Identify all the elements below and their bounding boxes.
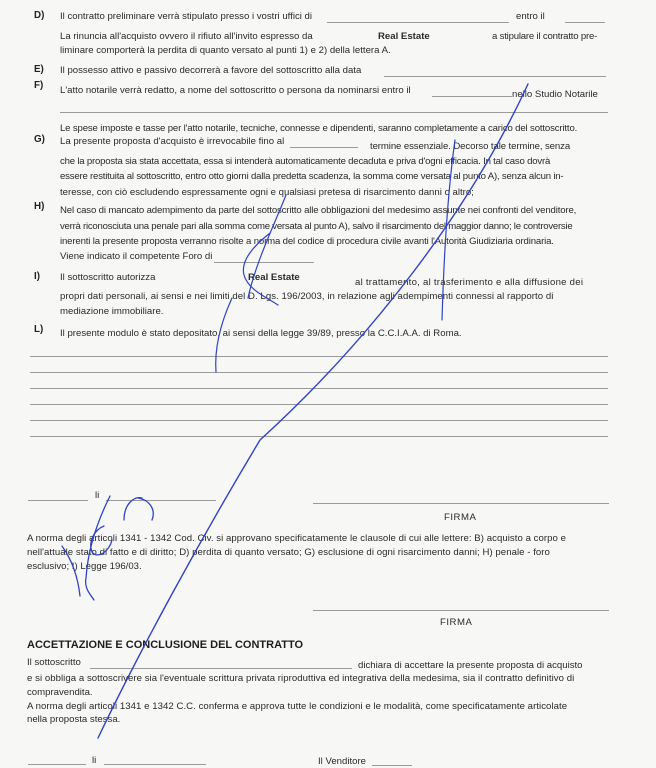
clause-g-line1b: termine essenziale. Decorso tale termine, senza [370, 141, 571, 152]
clause-l-letter: L) [34, 324, 44, 335]
clause-g-letter: G) [34, 134, 45, 145]
clause-i-line1a: Il sottoscritto autorizza [60, 272, 156, 283]
clause-d-letter: D) [34, 10, 45, 21]
clause-g-line2: che la proposta sia stata accettata, essa si intenderà automaticamente decaduta e priva d'ogni efficacia. In tal caso dovrà [60, 156, 551, 167]
footer-venditore-label: Il Venditore [318, 756, 367, 767]
clause-f-letter: F) [34, 80, 44, 91]
clause-f-line1: L'atto notarile verrà redatto, a nome del sottoscritto o persona da nominarsi entro il [60, 85, 411, 96]
clause-e-letter: E) [34, 64, 44, 75]
clause-e-line1: Il possesso attivo e passivo decorrerà a favore del sottoscritto alla data [60, 65, 362, 76]
clause-h-line4: Viene indicato il competente Foro di [60, 251, 213, 262]
signature1-li: li [95, 490, 100, 501]
clause-d-brand: Real Estate [378, 31, 430, 42]
clause-d-line1b: entro il [516, 11, 545, 22]
clause-h-line3: inerenti la presente proposta verranno risolte a norma del codice di procedura civile avanti l'Autorità Giudiziaria ordinaria. [60, 236, 554, 247]
clause-i-line3: mediazione immobiliare. [60, 306, 164, 317]
approval-line2: nell'attuale stato di fatto e di diritto; D) perdita di quanto versato; G) esclusione di ogni risarcimento danni; H) penale - foro [27, 547, 550, 558]
clause-l-line1: Il presente modulo è stato depositato, ai sensi della legge 39/89, presso la C.C.I.A.A. di Roma. [60, 328, 462, 339]
acceptance-line5: nella proposta stessa. [27, 714, 121, 725]
clause-h-line2: verrà riconosciuta una penale pari alla somma come versata al punto A), salvo il risarcimento del maggior danno; le controversie [60, 221, 573, 232]
clause-g-line3: essere restituita al sottoscritto, entro otto giorni dalla predetta scadenza, la somma come versata al punto A), senza alcun in- [60, 171, 564, 182]
acceptance-line3: compravendita. [27, 687, 93, 698]
footer-li: li [92, 755, 97, 766]
clause-d-line1: Il contratto preliminare verrà stipulato presso i vostri uffici di [60, 11, 313, 22]
clause-i-brand: Real Estate [248, 272, 300, 283]
acceptance-line1a: Il sottoscritto [27, 657, 81, 668]
approval-line1: A norma degli articoli 1341 - 1342 Cod. Civ. si approvano specificatamente le clausole di cui alle lettere: B) acquisto a corpo e [27, 533, 567, 544]
acceptance-heading: ACCETTAZIONE E CONCLUSIONE DEL CONTRATTO [27, 639, 304, 651]
clause-i-line2: propri dati personali, ai sensi e nei limiti del D. Lgs. 196/2003, in relazione agli adempimenti connessi al rapporto di [60, 291, 554, 302]
clause-f-line1b: nello Studio Notarile [512, 89, 598, 100]
clause-h-letter: H) [34, 201, 45, 212]
approval-line3: esclusivo; I) Legge 196/03. [27, 561, 142, 572]
clause-d-line2: La rinuncia all'acquisto ovvero il rifiuto all'invito espresso da [60, 31, 313, 42]
clause-h-line1: Nel caso di mancato adempimento da parte del sottoscritto alle obbligazioni del medesimo assunte nei confronti del venditore, [60, 205, 577, 216]
acceptance-line4: A norma degli articoli 1341 e 1342 C.C. conferma e approva tutte le condizioni e le modalità, come specificatamente articolate [27, 701, 568, 712]
signature1-firma-label: FIRMA [444, 512, 477, 523]
signature2-firma-label: FIRMA [440, 617, 473, 628]
clause-f-line3: Le spese imposte e tasse per l'atto notarile, tecniche, connesse e dipendenti, saranno completamente a carico del sottoscritto. [60, 123, 578, 134]
clause-d-line3: liminare comporterà la perdita di quanto versato al punti 1) e 2) della lettera A. [60, 45, 391, 56]
acceptance-line1b: dichiara di accettare la presente proposta di acquisto [358, 660, 583, 671]
clause-d-line2b: a stipulare il contratto pre- [492, 31, 598, 42]
clause-i-letter: I) [34, 271, 40, 282]
clause-i-line1b: al trattamento, al trasferimento e alla diffusione dei [355, 277, 584, 288]
clause-g-line1: La presente proposta d'acquisto è irrevocabile fino al [60, 136, 285, 147]
acceptance-line2: e si obbliga a sottoscrivere sia l'eventuale scrittura privata riproduttiva ed integrativa della medesima, sia il contratto definitivo di [27, 673, 575, 684]
clause-g-line4: teresse, con ciò escludendo espressamente ogni e qualsiasi pretesa di risarcimento danni o altro; [60, 187, 474, 198]
